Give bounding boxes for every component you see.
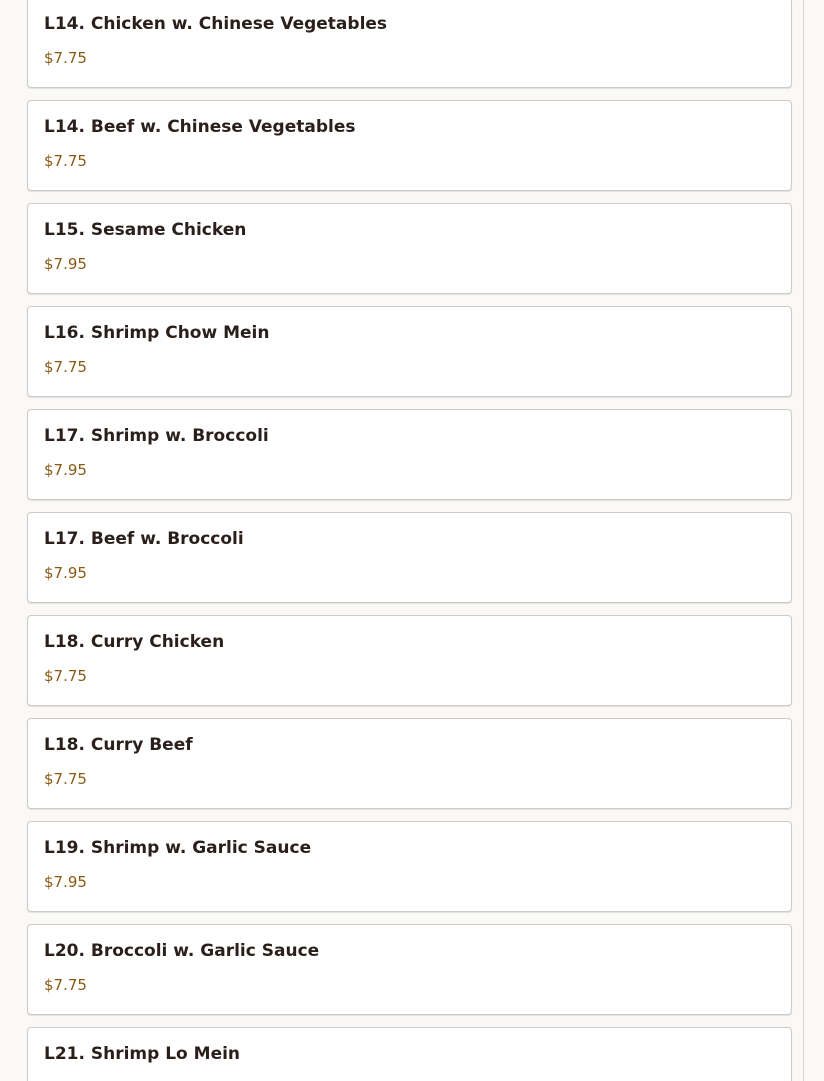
- menu-item-price: $7.95: [44, 564, 87, 582]
- menu-item-card[interactable]: [27, 409, 792, 500]
- menu-item-card[interactable]: [27, 203, 792, 294]
- menu-item-name: L20. Broccoli w. Garlic Sauce: [44, 941, 320, 961]
- menu-item-price: $7.95: [44, 873, 87, 891]
- menu-item-card[interactable]: [27, 512, 792, 603]
- menu-item-name: L19. Shrimp w. Garlic Sauce: [44, 838, 312, 858]
- menu-item-price: $7.75: [44, 976, 87, 994]
- menu-item-name: L15. Sesame Chicken: [44, 220, 247, 240]
- menu-item-name: L18. Curry Beef: [44, 735, 193, 755]
- menu-item-name: L18. Curry Chicken: [44, 632, 225, 652]
- menu-item-card[interactable]: [27, 306, 792, 397]
- menu-item-list: [27, 0, 792, 1081]
- menu-item-price: $7.75: [44, 49, 87, 67]
- menu-item-price: $7.75: [44, 667, 87, 685]
- menu-item-name: L14. Chicken w. Chinese Vegetables: [44, 14, 388, 34]
- menu-item-card[interactable]: [27, 821, 792, 912]
- menu-item-price: $7.75: [44, 358, 87, 376]
- menu-item-price: $7.95: [44, 461, 87, 479]
- menu-item-name: L16. Shrimp Chow Mein: [44, 323, 270, 343]
- menu-item-card[interactable]: [27, 615, 792, 706]
- menu-item-card[interactable]: [27, 924, 792, 1015]
- menu-item-card[interactable]: [27, 100, 792, 191]
- menu-item-price: $7.75: [44, 770, 87, 788]
- menu-item-price: $7.75: [44, 152, 87, 170]
- menu-item-name: L17. Shrimp w. Broccoli: [44, 426, 269, 446]
- menu-item-card[interactable]: [27, 0, 792, 88]
- menu-item-price: $7.95: [44, 255, 87, 273]
- menu-item-name: L14. Beef w. Chinese Vegetables: [44, 117, 356, 137]
- menu-item-card[interactable]: [27, 1027, 792, 1081]
- menu-item-name: L17. Beef w. Broccoli: [44, 529, 244, 549]
- menu-item-card[interactable]: [27, 718, 792, 809]
- menu-item-name: L21. Shrimp Lo Mein: [44, 1044, 241, 1064]
